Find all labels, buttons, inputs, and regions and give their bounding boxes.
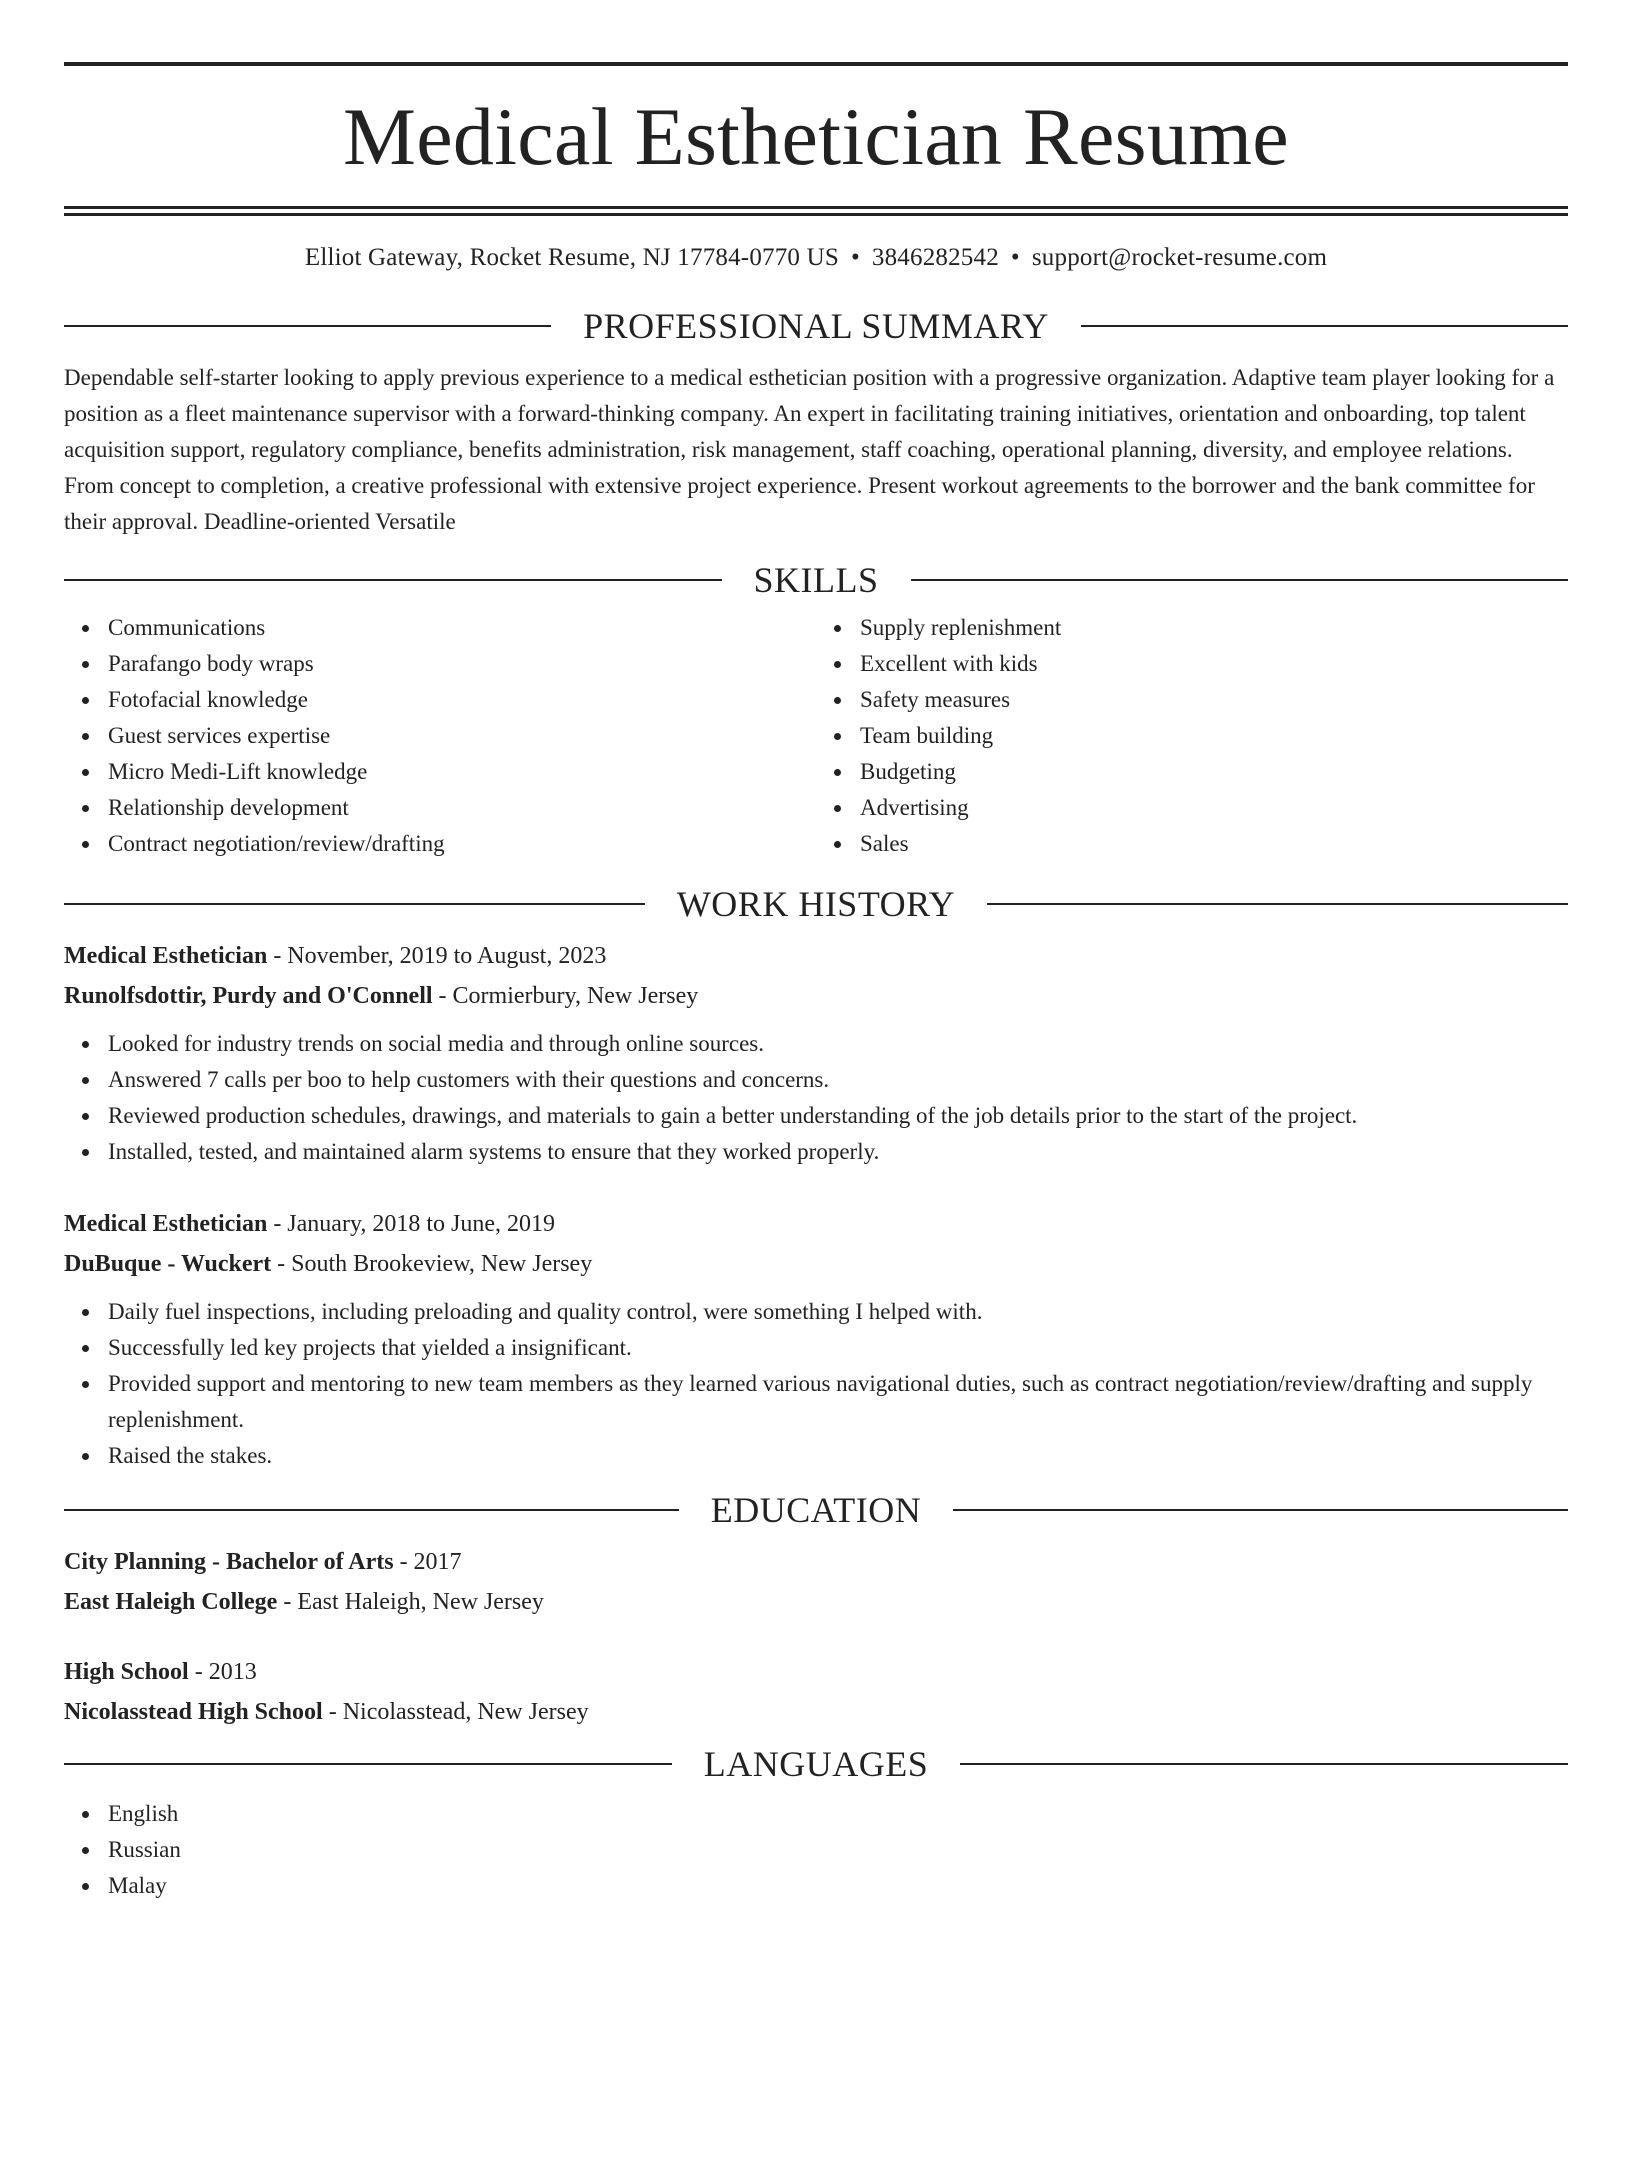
skill-item: Fotofacial knowledge: [108, 682, 816, 718]
job-dates: - November, 2019 to August, 2023: [267, 943, 607, 969]
heading-rule: [911, 579, 1569, 581]
job-bullet: Looked for industry trends on social media and through online sources.: [108, 1026, 1568, 1062]
skills-heading-label: SKILLS: [753, 560, 879, 600]
job-bullet: Reviewed production schedules, drawings, and materials to gain a better understanding of the job details prior to the start of the project.: [108, 1098, 1568, 1134]
heading-rule: [960, 1763, 1568, 1765]
job-bullet: Answered 7 calls per boo to help customers with their questions and concerns.: [108, 1062, 1568, 1098]
education-degree-line: [64, 1652, 1568, 1692]
job-company: Runolfsdottir, Purdy and O'Connell: [64, 983, 433, 1009]
skill-item: Supply replenishment: [860, 610, 1568, 646]
job-title-line: [64, 936, 1568, 976]
languages-list: [64, 1796, 1568, 1904]
education-entry: [64, 1652, 1568, 1732]
skill-item: Parafango body wraps: [108, 646, 816, 682]
resume-title: Medical Esthetician Resume: [343, 91, 1289, 182]
skill-item: Micro Medi-Lift knowledge: [108, 754, 816, 790]
heading-rule: [64, 903, 645, 905]
skill-item: Relationship development: [108, 790, 816, 826]
summary-text: Dependable self-starter looking to apply previous experience to a medical esthetician position with a progressive organization. Adaptive team player looking for a position as a fleet maintenance supervisor with a forward-thinking company. An expert in facilitating training initiatives, orientation and onboarding, top talent acquisition support, regulatory compliance, benefits administration, risk management, staff coaching, operational planning, diversity, and employee relations. From concept to completion, a creative professional with extensive project experience. Present workout agreements to the borrower and the bank committee for their approval. Deadline-oriented Versatile: [64, 365, 1555, 534]
education-degree: High School: [64, 1659, 189, 1685]
education-degree-line: [64, 1542, 1568, 1582]
education-location: - East Haleigh, New Jersey: [277, 1589, 544, 1615]
contact-line: [64, 244, 1568, 272]
header-double-rule: [64, 206, 1568, 216]
job-bullet: Daily fuel inspections, including preloading and quality control, were something I helped with.: [108, 1294, 1568, 1330]
skill-item: Communications: [108, 610, 816, 646]
heading-rule: [64, 325, 551, 327]
skill-item: Excellent with kids: [860, 646, 1568, 682]
heading-rule: [64, 1763, 672, 1765]
heading-rule: [987, 903, 1568, 905]
skill-item: Contract negotiation/review/drafting: [108, 826, 816, 862]
contact-email: support@rocket-resume.com: [1031, 244, 1328, 271]
skills-heading: [64, 562, 1568, 598]
education-school-line: [64, 1692, 1568, 1732]
contact-separator: •: [850, 244, 860, 271]
education-location: - Nicolasstead, New Jersey: [322, 1699, 589, 1725]
skill-item: Budgeting: [860, 754, 1568, 790]
job-bullets: [64, 1026, 1568, 1170]
job-bullets: [64, 1294, 1568, 1474]
job-title-line: [64, 1204, 1568, 1244]
work-heading-label: WORK HISTORY: [676, 884, 956, 924]
education-heading-label: EDUCATION: [710, 1490, 922, 1530]
education-entry: [64, 1542, 1568, 1622]
job-location: - South Brookeview, New Jersey: [271, 1251, 593, 1277]
skills-list-left: [64, 610, 816, 862]
job-bullet: Successfully led key projects that yielded a insignificant.: [108, 1330, 1568, 1366]
heading-rule: [1081, 325, 1568, 327]
language-item: English: [108, 1796, 1568, 1832]
education-school: Nicolasstead High School: [64, 1699, 323, 1725]
language-item: Malay: [108, 1868, 1568, 1904]
skill-item: Sales: [860, 826, 1568, 862]
job-bullet: Raised the stakes.: [108, 1438, 1568, 1474]
summary-heading: [64, 308, 1568, 344]
education-school: East Haleigh College: [64, 1589, 278, 1615]
education-school-line: [64, 1582, 1568, 1622]
job-company: DuBuque - Wuckert: [64, 1251, 272, 1277]
contact-phone: 3846282542: [871, 244, 999, 271]
job-bullet: Installed, tested, and maintained alarm systems to ensure that they worked properly.: [108, 1134, 1568, 1170]
work-heading: [64, 886, 1568, 922]
job-dates: - January, 2018 to June, 2019: [267, 1211, 556, 1237]
languages-heading-label: LANGUAGES: [703, 1744, 929, 1784]
skill-item: Safety measures: [860, 682, 1568, 718]
skill-item: Guest services expertise: [108, 718, 816, 754]
resume-page: [0, 62, 1632, 2174]
heading-rule: [64, 579, 722, 581]
job-company-line: [64, 976, 1568, 1016]
heading-rule: [953, 1509, 1568, 1511]
job-title: Medical Esthetician: [64, 1211, 268, 1237]
language-item: Russian: [108, 1832, 1568, 1868]
skills-columns: [64, 610, 1568, 862]
job-entry: [64, 1204, 1568, 1474]
heading-rule: [64, 1509, 679, 1511]
skill-item: Team building: [860, 718, 1568, 754]
contact-separator: •: [1010, 244, 1020, 271]
header-top-rule: [64, 62, 1568, 66]
education-degree: City Planning - Bachelor of Arts: [64, 1549, 394, 1575]
languages-heading: [64, 1746, 1568, 1782]
job-bullet: Provided support and mentoring to new team members as they learned various navigational duties, such as contract negotiation/review/drafting and supply replenishment.: [108, 1366, 1568, 1438]
education-heading: [64, 1492, 1568, 1528]
education-year: - 2017: [393, 1549, 462, 1575]
skills-list-right: [816, 610, 1568, 862]
summary-heading-label: PROFESSIONAL SUMMARY: [583, 306, 1049, 346]
job-entry: [64, 936, 1568, 1170]
job-company-line: [64, 1244, 1568, 1284]
skill-item: Advertising: [860, 790, 1568, 826]
job-title: Medical Esthetician: [64, 943, 268, 969]
job-location: - Cormierbury, New Jersey: [432, 983, 699, 1009]
education-year: - 2013: [188, 1659, 257, 1685]
contact-address: Elliot Gateway, Rocket Resume, NJ 17784-0770 US: [304, 244, 839, 271]
